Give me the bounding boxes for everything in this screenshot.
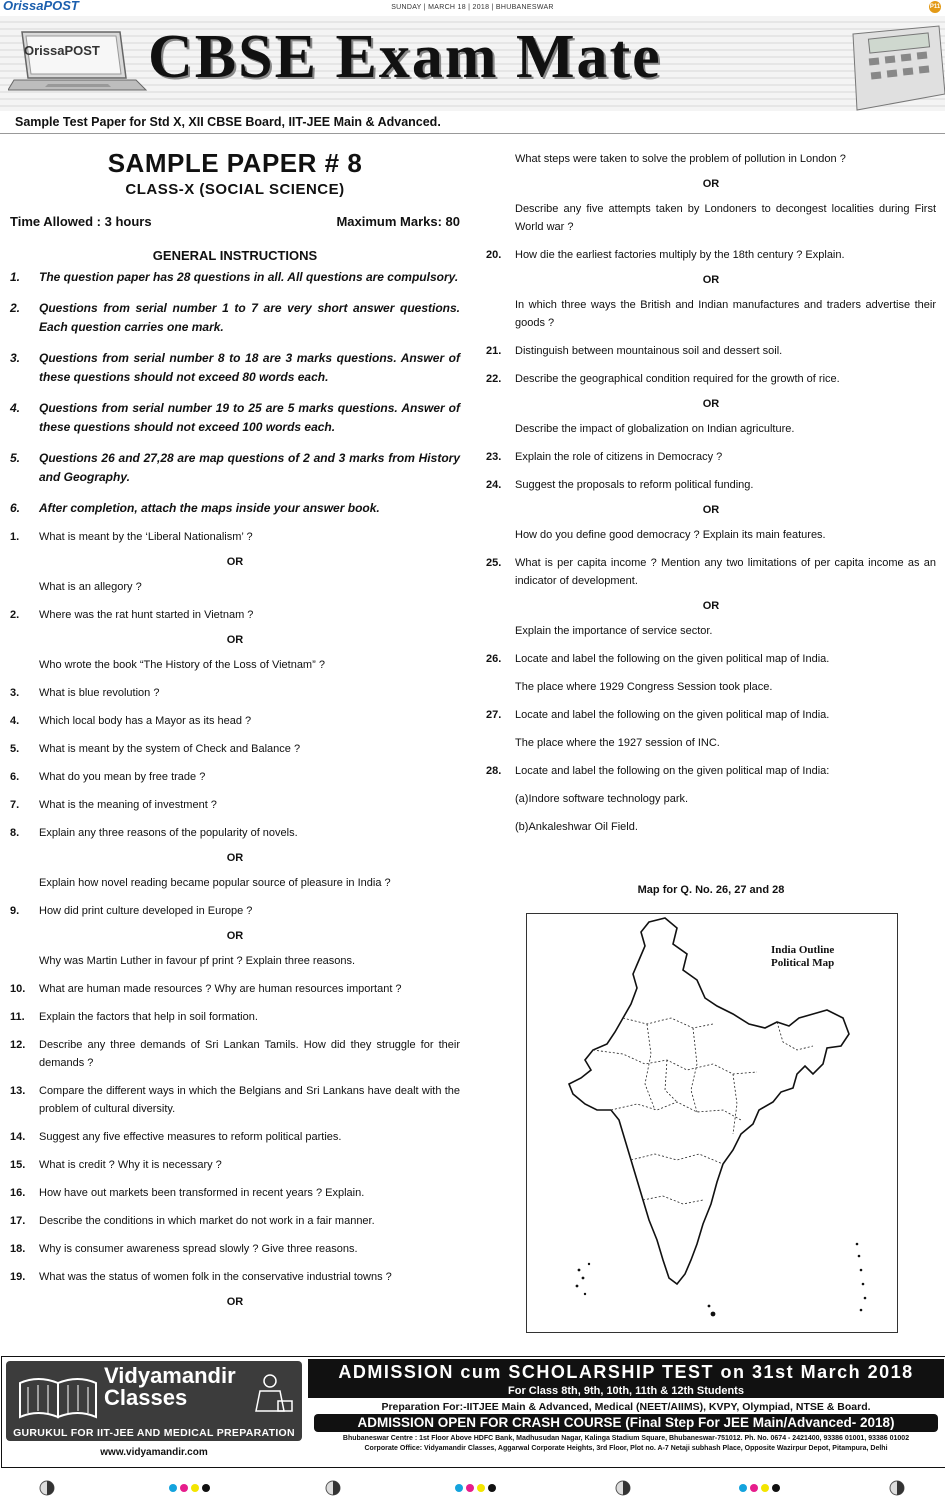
instruction-number: 2. [10,301,21,315]
question-text: What is meant by the ‘Liberal Nationalism’ ? [39,531,253,543]
or-separator: OR [702,274,720,286]
question-number: 26. [486,653,502,665]
question-text: Explain the factors that help in soil formation. [39,1011,258,1023]
ad-text-block [308,1359,944,1454]
question-number: 14. [10,1131,26,1143]
question-text: Distinguish between mountainous soil and dessert soil. [515,345,783,357]
question-item [10,1268,460,1286]
banner [0,16,945,111]
question-number: 23. [486,451,502,463]
question-number [10,952,39,970]
instruction-number: 4. [10,401,21,415]
question-text: How do you define good democracy ? Explain its main features. [515,529,826,541]
question-text: Compare the different ways in which the Belgians and Sri Lankans have dealt with the problem of cultural diversity. [39,1085,460,1115]
instruction-text: After completion, attach the maps inside your answer book. [39,501,380,515]
question-text: Suggest any five effective measures to reform political parties. [39,1131,342,1143]
question-text: What do you mean by free trade ? [39,771,206,783]
or-separator: OR [226,1296,244,1308]
time-marks-row [10,214,460,229]
question-item [486,296,936,332]
instruction-text: Questions 26 and 27,28 are map questions of 2 and 3 marks from History and Geography. [39,451,460,484]
question-item [10,1240,460,1258]
question-text: Who wrote the book “The History of the Loss of Vietnam” ? [39,659,325,671]
question-number: 19. [10,1271,26,1283]
question-number [10,656,39,674]
question-text: Explain the role of citizens in Democracy ? [515,451,723,463]
or-separator: OR [226,634,244,646]
question-number [486,790,515,808]
vidyamandir-logo-block [6,1361,302,1441]
question-text: Locate and label the following on the given political map of India. [515,709,830,721]
question-text: (b)Ankaleshwar Oil Field. [515,821,638,833]
question-text: Explain any three reasons of the popularity of novels. [39,827,298,839]
question-item [486,246,936,264]
question-item [10,1008,460,1026]
question-item [10,740,460,758]
question-text: In which three ways the British and Indian manufactures and traders advertise their goods ? [515,299,936,329]
right-question-list [486,150,936,836]
question-text: (a)Indore software technology park. [515,793,689,805]
question-item [486,370,936,388]
question-item [10,1036,460,1072]
question-text: Why was Martin Luther in favour pf print ? Explain three reasons. [39,955,356,967]
question-number: 20. [486,249,502,261]
brand-line1: Vidyamandir [104,1363,236,1388]
laptop-brand: OrissaPOST [24,43,100,58]
question-number [486,296,515,332]
dateline: SUNDAY | MARCH 18 | 2018 | BHUBANESWAR [391,4,554,11]
question-text: Describe any three demands of Sri Lankan Tamils. How did they struggle for their demands ? [39,1039,460,1069]
question-item [10,1212,460,1230]
question-item [10,1156,460,1174]
instruction-item [10,349,460,387]
question-item [486,650,936,668]
question-text: What are human made resources ? Why are human resources important ? [39,983,402,995]
question-item [486,706,936,724]
question-number [486,622,515,640]
question-number: 18. [10,1243,26,1255]
question-item [486,150,936,168]
vidyamandir-tagline: GURUKUL FOR IIT-JEE AND MEDICAL PREPARATION [13,1427,295,1439]
question-number: 1. [10,531,20,543]
question-number: 24. [486,479,502,491]
question-text: How die the earliest factories multiply by the 18th century ? Explain. [515,249,845,261]
question-item [486,678,936,696]
question-item [486,734,936,752]
question-number [486,150,515,168]
question-text: What is credit ? Why it is necessary ? [39,1159,222,1171]
question-item [10,712,460,730]
question-text: Describe the geographical condition required for the growth of rice. [515,373,840,385]
question-item [486,342,936,360]
student-icon [250,1371,296,1423]
question-item [486,200,936,236]
question-number: 9. [10,905,20,917]
registration-mark-icon [884,1480,910,1496]
question-item [10,980,460,998]
question-item [10,578,460,596]
or-separator: OR [702,600,720,612]
question-text: How have out markets been transformed in recent years ? Explain. [39,1187,365,1199]
question-number: 22. [486,373,502,385]
question-text: Locate and label the following on the given political map of India. [515,653,830,665]
maximum-marks: Maximum Marks: 80 [336,214,460,229]
instructions-list [10,268,460,518]
instruction-text: Questions from serial number 1 to 7 are very short answer questions. Each question carries one mark. [39,301,460,334]
question-text: Locate and label the following on the given political map of India: [515,765,830,777]
instruction-number: 1. [10,270,21,284]
registration-mark-icon [610,1480,636,1496]
question-text: What is meant by the system of Check and Balance ? [39,743,301,755]
instruction-text: The question paper has 28 questions in all. All questions are compulsory. [39,270,459,284]
india-outline [527,914,897,1332]
question-number: 15. [10,1159,26,1171]
color-dots-icon [166,1480,214,1496]
question-number [486,200,515,236]
question-text: What is an allegory ? [39,581,142,593]
map-label-line1: India Outline [771,944,835,956]
website-link[interactable]: www.vidyamandir.com [100,1447,208,1458]
question-item [486,818,936,836]
color-dots-icon [452,1480,500,1496]
question-text: Explain the importance of service sector. [515,625,713,637]
question-text: What is per capita income ? Mention any two limitations of per capita income as an indicator of development. [515,557,936,587]
question-text: Explain how novel reading became popular source of pleasure in India ? [39,877,391,889]
question-text: Describe the impact of globalization on Indian agriculture. [515,423,795,435]
question-item [10,1082,460,1118]
or-separator: OR [226,852,244,864]
question-number: 10. [10,983,26,995]
question-text: What is the meaning of investment ? [39,799,217,811]
question-number: 12. [10,1039,26,1051]
question-item [486,554,936,590]
instruction-item [10,499,460,518]
instruction-item [10,299,460,337]
question-item [486,790,936,808]
time-allowed: Time Allowed : 3 hours [10,214,152,229]
question-number: 6. [10,771,20,783]
ad-headline: ADMISSION cum SCHOLARSHIP TEST on 31st March 2018 [308,1359,944,1385]
color-dots-icon [736,1480,784,1496]
page-number-badge: P11 [929,1,941,13]
instructions-heading: GENERAL INSTRUCTIONS [152,248,318,263]
vidyamandir-name [104,1365,236,1409]
question-number: 5. [10,743,20,755]
brand-line2: Classes [104,1385,188,1410]
banner-title: CBSE Exam Mate [148,23,662,91]
calculator-illustration [835,24,945,111]
question-item [10,1184,460,1202]
map-title: Map for Q. No. 26, 27 and 28 [637,884,785,896]
question-number [10,578,39,596]
or-separator: OR [702,398,720,410]
question-item [486,448,936,466]
question-item [10,684,460,702]
question-number: 3. [10,687,20,699]
india-map [526,913,898,1333]
question-item [486,526,936,544]
question-item [10,768,460,786]
question-number: 27. [486,709,502,721]
divider [0,133,945,134]
open-book-icon [16,1373,100,1421]
instruction-text: Questions from serial number 8 to 18 are 3 marks questions. Answer of these questions should not exceed 80 words each. [39,351,460,384]
instruction-item [10,268,460,287]
question-text: Describe the conditions in which market do not work in a fair manner. [39,1215,375,1227]
question-number: 11. [10,1011,25,1023]
ad-preparation: Preparation For:-IITJEE Main & Advanced, Medical (NEET/AIIMS), KVPY, Olympiad, NTSE & Board. [381,1401,871,1413]
question-number: 21. [486,345,502,357]
map-label-line2: Political Map [771,957,835,969]
question-item [486,762,936,780]
ad-corporate-address: Corporate Office: Vidyamandir Classes, Aggarwal Corporate Heights, 3rd Floor, Plot no. A-7 Netaji subhash Place, Opposite Wazirpur Depot, Pitampura, Delhi [364,1445,888,1452]
registration-mark-icon [34,1480,60,1496]
advertisement [1,1356,945,1468]
or-separator: OR [702,178,720,190]
right-column [486,140,936,836]
question-number [486,734,515,752]
question-text: Which local body has a Mayor as its head ? [39,715,252,727]
question-number: 28. [486,765,502,777]
question-number [10,874,39,892]
question-number [486,678,515,696]
question-item [486,420,936,438]
question-item [10,1128,460,1146]
question-number: 2. [10,609,20,621]
question-number: 7. [10,799,20,811]
question-text: Describe any five attempts taken by Londoners to decongest localities during First World war ? [515,203,936,233]
tagline: Sample Test Paper for Std X, XII CBSE Board, IIT-JEE Main & Advanced. [15,115,441,129]
question-text: The place where 1929 Congress Session took place. [515,681,773,693]
question-text: What was the status of women folk in the conservative industrial towns ? [39,1271,392,1283]
instruction-number: 3. [10,351,21,365]
instruction-item [10,449,460,487]
or-separator: OR [226,930,244,942]
laptop-illustration [8,28,148,96]
question-item [10,606,460,624]
question-number: 8. [10,827,20,839]
question-text: Where was the rat hunt started in Vietnam ? [39,609,254,621]
ad-crash-course: ADMISSION OPEN FOR CRASH COURSE (Final Step For JEE Main/Advanced- 2018) [314,1414,938,1432]
question-text: The place where the 1927 session of INC. [515,737,720,749]
question-number: 25. [486,557,502,569]
question-number: 4. [10,715,20,727]
left-column [10,140,460,1308]
instruction-item [10,399,460,437]
or-separator: OR [702,504,720,516]
ad-for-classes: For Class 8th, 9th, 10th, 11th & 12th Students [308,1384,944,1398]
question-text: Suggest the proposals to reform political funding. [515,479,754,491]
question-text: What is blue revolution ? [39,687,160,699]
instruction-number: 6. [10,501,21,515]
question-item [10,952,460,970]
question-text: Why is consumer awareness spread slowly ? Give three reasons. [39,1243,358,1255]
ad-centre-address: Bhubaneswar Centre : 1st Floor Above HDFC Bank, Madhusudan Nagar, Kalinga Stadium Square, Bhubaneswar-751012. Ph. No. 0674 - 2421400, 93386 01001, 93386 01002 [342,1435,910,1442]
question-number [486,818,515,836]
question-item [10,874,460,892]
registration-mark-icon [320,1480,346,1496]
question-item [10,796,460,814]
instruction-text: Questions from serial number 19 to 25 are 5 marks questions. Answer of these questions should not exceed 100 words each. [39,401,460,434]
paper-title: SAMPLE PAPER # 8 [107,148,363,178]
question-number: 16. [10,1187,26,1199]
question-number: 13. [10,1085,26,1097]
question-item [10,656,460,674]
paper-class: CLASS-X (SOCIAL SCIENCE) [125,181,345,198]
question-item [486,622,936,640]
question-number [486,526,515,544]
top-strip [0,0,945,16]
or-separator: OR [226,556,244,568]
left-question-list [10,528,460,1308]
instruction-number: 5. [10,451,21,465]
question-item [486,476,936,494]
brand-logo: OrissaPOST [3,0,79,13]
question-number [486,420,515,438]
question-item [10,824,460,842]
question-item [10,902,460,920]
question-item [10,528,460,546]
question-number: 17. [10,1215,26,1227]
question-text: How did print culture developed in Europe ? [39,905,253,917]
question-text: What steps were taken to solve the problem of pollution in London ? [515,153,846,165]
